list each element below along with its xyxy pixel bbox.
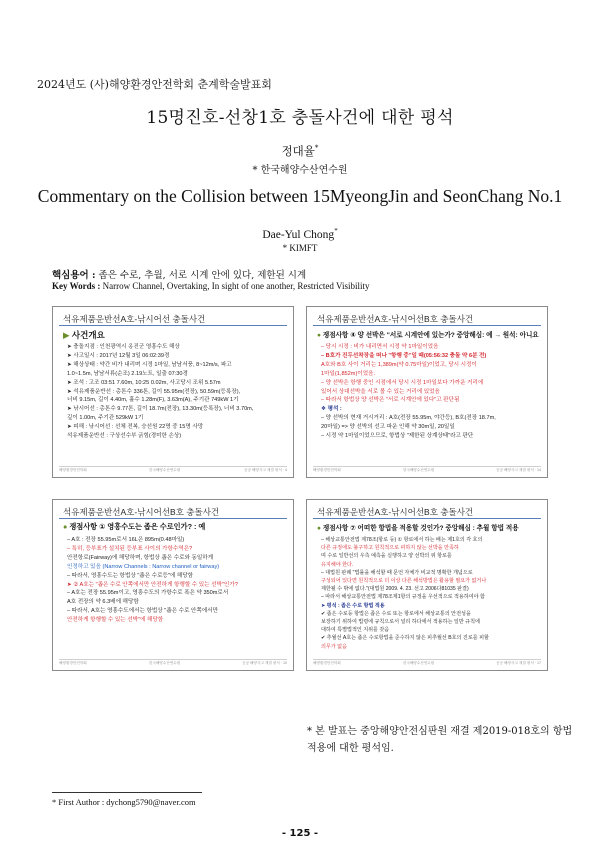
- bullet-icon: ●: [317, 332, 321, 339]
- slide-title: 석유제품운반선A호-낚시어선B호 충돌사건: [317, 314, 474, 324]
- list-item: – 당시 시정 : 비가 내리면서 시정 약 1마일이었음: [321, 344, 439, 350]
- slide-title: 석유제품운반선A호-낚시어선B호 충돌사건: [63, 507, 220, 517]
- slide-body: [67, 536, 287, 625]
- list-item: 대하여 특별법적인 지위를 갖음: [321, 627, 390, 634]
- list-item: – A호 : 전장 55.95m로서 16L은 895m(0.48마일): [67, 537, 185, 543]
- slide-footer: 해양환경안전학회 한국해양수산연수원 공공 해양사고 재결 평석 · 14: [313, 468, 541, 472]
- list-item: – B호가 진두선착장을 떠나 "항행 중"일 때(05:56:32 충돌 약 6분 전): [321, 352, 487, 359]
- footnote-divider: [52, 792, 202, 793]
- slide-heading: ● 쟁점사항 ⑦ 어떠한 항법을 적용할 것인가? 중앙해심 : 추월 항법 적용: [317, 525, 519, 532]
- list-item: 너비 9.15m, 길이 4.40m, 흘수 1.28m(F), 3.63m(A), 주기관 749kW 1기: [67, 397, 239, 404]
- list-item: 유지해야 한다.: [321, 561, 354, 568]
- list-item: – A호는 전장 55.95m이고, 영흥수도의 가항수로 폭은 약 350m로서: [67, 590, 229, 597]
- list-item: A호와 B호 사이 거리는 1,389m(약 0.75마일)이었고, 당시 시정이: [321, 361, 477, 368]
- slide-2: [306, 306, 548, 478]
- bullet-icon: ●: [317, 525, 321, 532]
- english-affiliation: * KIMFT: [282, 243, 318, 253]
- list-item: ➤ 충돌지점 : 인천광역시 옹진군 영흥수도 해상: [67, 344, 180, 350]
- slide-footer: 해양환경안전학회 한국해양수산연수원 공공 해양사고 재결 평석 · 4: [59, 468, 287, 472]
- bullet-icon: ▶: [63, 330, 70, 340]
- presentation-note: * 본 발표는 중앙해양안전심판원 재결 제2019-018호의 항법 적용에 대한 평석임.: [307, 726, 573, 754]
- slide-title: 석유제품운반선A호-낚시어선B호 충돌사건: [317, 507, 474, 517]
- slide-heading: ● 쟁점사항 ④ 양 선박은 "서로 시계안에 있는가? 중앙해심: 예 → 원석: 아니요: [317, 332, 539, 339]
- list-item: 인정하고 있음 (Narrow Channels : Narrow channel or fairway): [67, 563, 220, 570]
- list-item: ➤ 해상상태 : 약간 비가 내리며 시정 1마일, 남남서풍, 8~12m/s, 파고: [67, 361, 232, 368]
- slide-heading: ▶ 사건개요: [63, 330, 105, 340]
- slide-4: [306, 499, 548, 671]
- list-item: 제한될 수 밖에 없다."(대법원 2009. 4. 23. 선고 2006다81035 판결): [321, 586, 469, 593]
- list-item: ❖ 평석 :: [321, 406, 342, 413]
- list-item: ➤ 조석 : 고조 03:51 7.60m, 10:25 0.02m, 사고당시 조위 5.57m: [67, 379, 221, 386]
- bullet-icon: ●: [63, 522, 68, 531]
- korean-title: 15명진호-선창1호 충돌사건에 대한 평석: [146, 108, 454, 128]
- korean-author: 정대율*: [281, 144, 319, 158]
- list-item: – 따라서 해상교통안전법 제78조제1항의 규정을 우선적으로 적용하여야 함: [321, 594, 485, 601]
- list-item: ✔ 추월선 A호는 좁은 수로항법을 준수하지 않은 피추월선 B호의 진로를 피할: [321, 635, 489, 642]
- list-item: – 양 선박은 항행 중인 시점에서 당시 시정 1마일보다 가까운 거리에: [321, 379, 484, 386]
- slide-heading: ● 쟁점사항 ① 영흥수도는 좁은 수로인가? : 예: [63, 522, 206, 531]
- list-item: 20마일) => 양 선박의 선고 파운 인해 약 30m일, 20일일: [321, 424, 455, 431]
- list-item: – 따라서, A호는 영흥수도에서는 항법상 "좁은 수로 안쪽에서만: [67, 608, 218, 615]
- list-item: 안전항로(Fairway)에 해당하며, 항법상 좁은 수로와 동일하게: [67, 554, 214, 561]
- list-item: – 대법원 판례 "법률을 해석할 때 문언 자체가 비교적 명확한 개념으로: [321, 569, 473, 576]
- list-item: 보장하기 위하여 법령에 규칙으로서 널리 하다에서 적용하는 일반 규칙에: [321, 619, 480, 626]
- list-item: ➤ 낚시어선 : 총톤수 9.77톤, 길이 18.7m(전장), 13.30m(등록장), 너비 3.70m,: [67, 406, 254, 413]
- list-item: ➤ 석유제품운반선 : 총톤수 336톤, 길이 55.95m(전장), 50.59m(등록장),: [67, 388, 241, 395]
- list-item: A호 전장의 약 6.3배에 해당함: [67, 599, 139, 606]
- list-item: ➤ 피해 : 낚시어선 : 선체 전복, 승선원 22명 중 15명 사망: [67, 424, 204, 431]
- list-item: ➤ 평석 : 좁은 수로 항법 적용: [321, 602, 385, 609]
- korean-keywords: 핵심용어 : 좁은 수로, 추월, 서로 시계 안에 있다, 제한된 시계: [52, 270, 307, 281]
- slide-body: [321, 343, 541, 441]
- divider: [313, 325, 541, 326]
- list-item: 1.0~1.5m, 남남서류(순조) 2.19노트, 일출 07:30경: [67, 370, 188, 377]
- slide-body: [67, 343, 287, 441]
- list-item: 다른 규정에도 불구하고 원칙적으로 피하지 않는 선박을 만족하: [321, 545, 459, 552]
- list-item: 며 수로 일반선의 우측 예측을 실행하고 양 선박의 위 항로를: [321, 553, 452, 560]
- list-item: – 따라서, 영흥수도는 항법상 "좁은 수로등"에 해당함: [67, 572, 194, 579]
- slide-footer: 해양환경안전학회 한국해양수산연수원 공공 해양사고 재결 평석 · 17: [313, 661, 541, 665]
- list-item: 구성되어 있다면 원칙적으로 더 이상 다른 해석방법은 활용할 필요가 없거나: [321, 578, 487, 585]
- divider: [59, 325, 287, 326]
- list-item: – 양 선박의 현재 거시거리 : A호(전장 55.95m, 야간등), B호(전장 18.7m,: [321, 415, 496, 422]
- list-item: 있어서 상대선박을 서로 볼 수 있는 거리에 있었음: [321, 388, 440, 395]
- list-item: ➤ ② A호는 "좁은 수로 안쪽에서만 안전하게 항행할 수 있는 선박"인가?: [67, 581, 238, 588]
- list-item: ➤ 사고일시 : 2017년 12월 3일 06:02:39경: [67, 352, 170, 359]
- slide-body: [321, 536, 541, 651]
- english-title: Commentary on the Collision between 15MyeongJin and SeonChang No.1: [37, 186, 563, 206]
- slide-3: [52, 499, 294, 671]
- slide-footer: 해양환경안전학회 한국해양수산연수원 공공 해양사고 재결 평석 · 10: [59, 661, 287, 665]
- page-number: - 125 -: [281, 828, 319, 839]
- footnote: * First Author : dychong5790@naver.com: [52, 797, 196, 807]
- list-item: – 해상교통안전법 제78조(항로 등) ① 항로에서 하는 배는 제1호의 각 호의: [321, 537, 483, 543]
- slide-1: [52, 306, 294, 478]
- slide-title: 석유제품운반선A호-낚시어선 충돌사건: [63, 314, 206, 324]
- english-author: Dae-Yul Chong*: [262, 227, 338, 241]
- list-item: – 시정 약 1마일이었으므로, 항법상 "제한된 상계상태"라고 판단: [321, 433, 474, 440]
- list-item: 1마일(1,852m)이었음.: [321, 370, 376, 377]
- list-item: ✔ 좁은 수로등 항법은 좁은 수로 또는 항로에서 해상교통의 안전성을: [321, 610, 471, 617]
- conference-header: 2024년도 (사)해양환경안전학회 춘계학술발표회: [37, 78, 272, 91]
- divider: [313, 518, 541, 519]
- list-item: 석유제품운반선 : 구상선수부 긁힘(경미한 손상): [67, 433, 182, 440]
- list-item: 안전하게 항행할 수 있는 선박"에 해당함: [67, 617, 164, 624]
- list-item: 의무가 없음: [321, 643, 348, 650]
- english-keywords: Key Words : Narrow Channel, Overtaking, In sight of one another, Restricted Visibility: [52, 281, 370, 291]
- list-item: – 따라서 항법상 양 선박은 "서로 시계안에 있다"고 판단됨: [321, 397, 460, 404]
- list-item: 깊이 1.00m, 주기관 529kW 1기: [67, 415, 144, 422]
- korean-affiliation: * 한국해양수산연수원: [252, 165, 348, 176]
- list-item: – 특히, 등부표가 설치된 등부표 사이의 가항수역은?: [67, 545, 193, 552]
- divider: [59, 518, 287, 519]
